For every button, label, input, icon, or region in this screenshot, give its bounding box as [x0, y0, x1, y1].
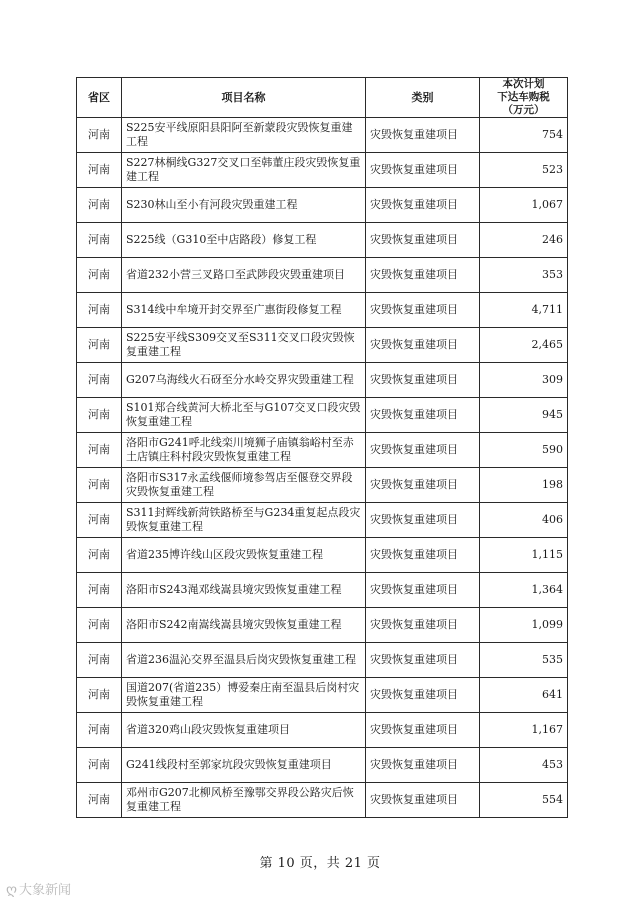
amount-cell: 198 — [480, 468, 568, 503]
amount-cell: 4,711 — [480, 293, 568, 328]
project-name-cell: 省道232小营三叉路口至武陟段灾毁重建项目 — [122, 258, 366, 293]
table-row — [77, 153, 568, 188]
category-cell: 灾毁恢复重建项目 — [366, 678, 480, 713]
amount-cell: 406 — [480, 503, 568, 538]
table-row — [77, 293, 568, 328]
elephant-logo-icon: ღ — [6, 882, 18, 898]
page-number: 第 10 页，共 21 页 — [259, 856, 381, 871]
project-name-cell: S101郑合线黄河大桥北至与G107交叉口段灾毁恢复重建工程 — [122, 398, 366, 433]
category-cell: 灾毁恢复重建项目 — [366, 398, 480, 433]
province-cell: 河南 — [77, 783, 122, 818]
province-cell: 河南 — [77, 608, 122, 643]
province-cell: 河南 — [77, 328, 122, 363]
category-cell: 灾毁恢复重建项目 — [366, 328, 480, 363]
amount-cell: 554 — [480, 783, 568, 818]
watermark-text: 大象新闻 — [19, 883, 72, 898]
project-name-cell: S311封辉线新菏铁路桥至与G234重复起点段灾毁恢复重建工程 — [122, 503, 366, 538]
project-name-cell: S230林山至小有河段灾毁重建工程 — [122, 188, 366, 223]
table-row — [77, 118, 568, 153]
table-row — [77, 223, 568, 258]
province-cell: 河南 — [77, 643, 122, 678]
province-cell: 河南 — [77, 573, 122, 608]
header-amount — [480, 78, 568, 118]
amount-cell: 353 — [480, 258, 568, 293]
amount-cell: 246 — [480, 223, 568, 258]
watermark — [6, 879, 71, 898]
province-cell: 河南 — [77, 468, 122, 503]
project-name-cell: S314线中牟境开封交界至广惠街段修复工程 — [122, 293, 366, 328]
province-cell: 河南 — [77, 363, 122, 398]
header-project-name: 项目名称 — [122, 78, 366, 118]
amount-cell: 1,167 — [480, 713, 568, 748]
project-name-cell: 省道236温沁交界至温县后岗灾毁恢复重建工程 — [122, 643, 366, 678]
category-cell: 灾毁恢复重建项目 — [366, 118, 480, 153]
category-cell: 灾毁恢复重建项目 — [366, 573, 480, 608]
table-row — [77, 713, 568, 748]
project-name-cell: 国道207(省道235）博爱秦庄南至温县后岗村灾毁恢复重建工程 — [122, 678, 366, 713]
category-cell: 灾毁恢复重建项目 — [366, 608, 480, 643]
category-cell: 灾毁恢复重建项目 — [366, 433, 480, 468]
province-cell: 河南 — [77, 293, 122, 328]
amount-cell: 1,115 — [480, 538, 568, 573]
project-table — [76, 77, 568, 818]
province-cell: 河南 — [77, 713, 122, 748]
category-cell: 灾毁恢复重建项目 — [366, 363, 480, 398]
amount-cell: 1,067 — [480, 188, 568, 223]
project-name-cell: 洛阳市G241呼北线栾川境狮子庙镇翁峪村至赤土店镇庄科村段灾毁恢复重建工程 — [122, 433, 366, 468]
table-row — [77, 328, 568, 363]
table-row — [77, 433, 568, 468]
table-row — [77, 643, 568, 678]
project-name-cell: 洛阳市S242南嵩线嵩县境灾毁恢复重建工程 — [122, 608, 366, 643]
category-cell: 灾毁恢复重建项目 — [366, 713, 480, 748]
category-cell: 灾毁恢复重建项目 — [366, 643, 480, 678]
table-row — [77, 468, 568, 503]
amount-cell: 1,099 — [480, 608, 568, 643]
category-cell: 灾毁恢复重建项目 — [366, 223, 480, 258]
province-cell: 河南 — [77, 258, 122, 293]
header-category: 类别 — [366, 78, 480, 118]
amount-cell: 535 — [480, 643, 568, 678]
province-cell: 河南 — [77, 188, 122, 223]
amount-cell: 754 — [480, 118, 568, 153]
project-name-cell: 邓州市G207北柳风桥至豫鄂交界段公路灾后恢复重建工程 — [122, 783, 366, 818]
table-row — [77, 608, 568, 643]
project-name-cell: S225线（G310至中店路段）修复工程 — [122, 223, 366, 258]
project-name-cell: 洛阳市S243渑邓线嵩县境灾毁恢复重建工程 — [122, 573, 366, 608]
province-cell: 河南 — [77, 748, 122, 783]
category-cell: 灾毁恢复重建项目 — [366, 153, 480, 188]
category-cell: 灾毁恢复重建项目 — [366, 258, 480, 293]
project-name-cell: 洛阳市S317永孟线偃师境参驾店至偃登交界段灾毁恢复重建工程 — [122, 468, 366, 503]
category-cell: 灾毁恢复重建项目 — [366, 468, 480, 503]
table-row — [77, 363, 568, 398]
amount-cell: 453 — [480, 748, 568, 783]
header-amount-line: （万元） — [502, 104, 545, 116]
amount-cell: 523 — [480, 153, 568, 188]
table-row — [77, 188, 568, 223]
province-cell: 河南 — [77, 538, 122, 573]
category-cell: 灾毁恢复重建项目 — [366, 293, 480, 328]
amount-cell: 641 — [480, 678, 568, 713]
table-row — [77, 678, 568, 713]
table-row — [77, 538, 568, 573]
table-row — [77, 748, 568, 783]
province-cell: 河南 — [77, 223, 122, 258]
amount-cell: 1,364 — [480, 573, 568, 608]
table-row — [77, 783, 568, 818]
amount-cell: 945 — [480, 398, 568, 433]
header-amount-line: 本次计划 — [502, 78, 545, 90]
province-cell: 河南 — [77, 398, 122, 433]
category-cell: 灾毁恢复重建项目 — [366, 503, 480, 538]
category-cell: 灾毁恢复重建项目 — [366, 783, 480, 818]
province-cell: 河南 — [77, 503, 122, 538]
province-cell: 河南 — [77, 153, 122, 188]
project-name-cell: G241线段村至郭家坑段灾毁恢复重建项目 — [122, 748, 366, 783]
project-name-cell: S225安平线原阳县阳阿至新蒙段灾毁恢复重建工程 — [122, 118, 366, 153]
amount-cell: 309 — [480, 363, 568, 398]
table-row — [77, 573, 568, 608]
province-cell: 河南 — [77, 118, 122, 153]
project-name-cell: G207乌海线火石砑至分水岭交界灾毁重建工程 — [122, 363, 366, 398]
province-cell: 河南 — [77, 678, 122, 713]
table-row — [77, 398, 568, 433]
category-cell: 灾毁恢复重建项目 — [366, 538, 480, 573]
amount-cell: 2,465 — [480, 328, 568, 363]
project-name-cell: 省道235博许线山区段灾毁恢复重建工程 — [122, 538, 366, 573]
header-province: 省区 — [77, 78, 122, 118]
header-amount-line: 下达车购税 — [497, 91, 550, 103]
table-row — [77, 258, 568, 293]
project-name-cell: S225安平线S309交叉至S311交叉口段灾毁恢复重建工程 — [122, 328, 366, 363]
project-name-cell: 省道320鸡山段灾毁恢复重建项目 — [122, 713, 366, 748]
amount-cell: 590 — [480, 433, 568, 468]
category-cell: 灾毁恢复重建项目 — [366, 748, 480, 783]
project-name-cell: S227林桐线G327交叉口至韩董庄段灾毁恢复重建工程 — [122, 153, 366, 188]
province-cell: 河南 — [77, 433, 122, 468]
table-header-row — [77, 78, 568, 118]
category-cell: 灾毁恢复重建项目 — [366, 188, 480, 223]
table-row — [77, 503, 568, 538]
